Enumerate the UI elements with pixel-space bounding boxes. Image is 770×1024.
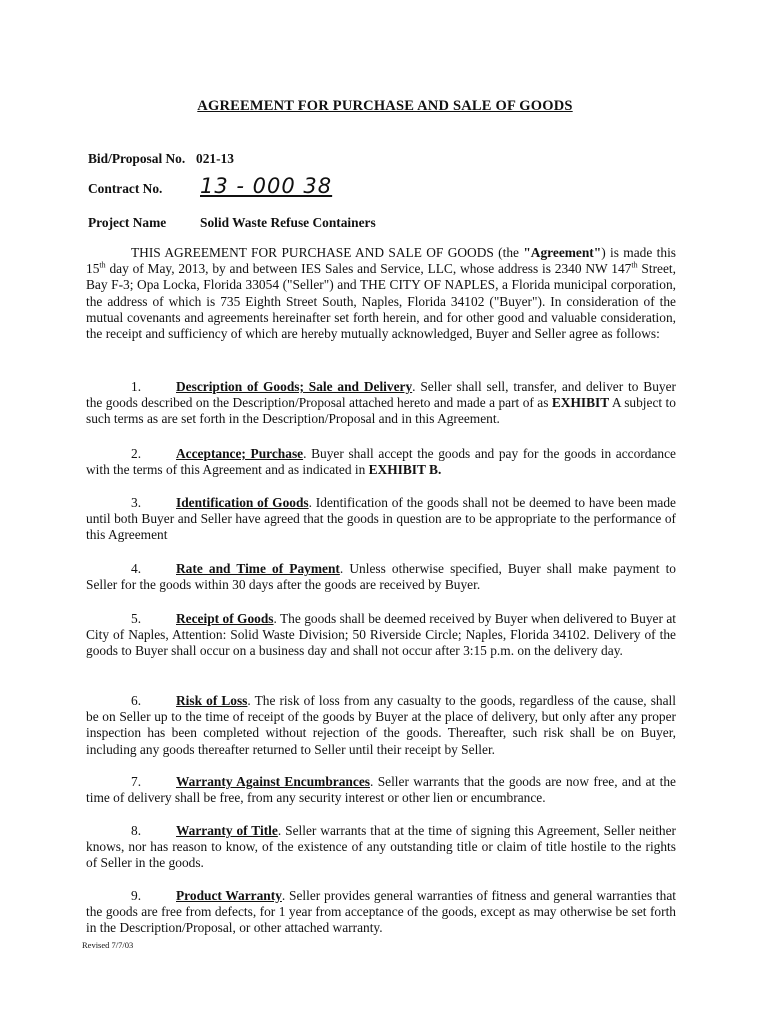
contract-number-label: Contract No.	[88, 181, 163, 196]
section-5: 5. Receipt of Goods. The goods shall be deemed received by Buyer when delivered to Buyer at City of Naples, Attention: Solid Waste Division; 50 Riverside Circle; Naples, Florida 34102. Delivery of the goods to Buyer shall occur on a business day and shall not occur after 3:15 p.m. on the delivery day.	[86, 611, 676, 659]
section-1: 1. Description of Goods; Sale and Delivery. Seller shall sell, transfer, and deliver to Buyer the goods described on the Description/Proposal attached hereto and made a part of as EXHIBIT A subject to such terms as are set forth in the Description/Proposal and in this Agreement.	[86, 379, 676, 427]
section-7: 7. Warranty Against Encumbrances. Seller warrants that the goods are now free, and at the time of delivery shall be free, from any security interest or other lien or encumbrance.	[86, 774, 676, 806]
contract-number-handwritten: 13 - 000 38	[200, 174, 333, 198]
revision-footer: Revised 7/7/03	[82, 940, 134, 950]
project-name-label: Project Name	[88, 215, 167, 230]
bid-proposal-row	[88, 151, 234, 167]
contract-number-row	[88, 174, 333, 198]
project-name-value: Solid Waste Refuse Containers	[200, 215, 376, 230]
bid-proposal-value: 021-13	[196, 151, 234, 166]
bid-proposal-label: Bid/Proposal No.	[88, 151, 186, 166]
section-2: 2. Acceptance; Purchase. Buyer shall accept the goods and pay for the goods in accordance with the terms of this Agreement and as indicated in EXHIBIT B.	[86, 446, 676, 478]
section-8: 8. Warranty of Title. Seller warrants that at the time of signing this Agreement, Seller neither knows, nor has reason to know, of the existence of any outstanding title or claim of title hostile to the rights of Seller in the goods.	[86, 823, 677, 871]
intro-paragraph: THIS AGREEMENT FOR PURCHASE AND SALE OF GOODS (the "Agreement") is made this 15th day of May, 2013, by and between IES Sales and Service, LLC, whose address is 2340 NW 147th Street, Bay F-3; Opa Locka, Florida 33054 ("Seller") and THE CITY OF NAPLES, a Florida municipal corporation, the address of which is 735 Eighth Street South, Naples, Florida 34102 ("Buyer"). In consideration of the mutual covenants and agreements hereinafter set forth herein, and for other good and valuable consideration, the receipt and sufficiency of which are hereby mutually acknowledged, Buyer and Seller agree as follows:	[86, 245, 677, 342]
document-title: AGREEMENT FOR PURCHASE AND SALE OF GOODS	[197, 98, 573, 114]
section-4: 4. Rate and Time of Payment. Unless otherwise specified, Buyer shall make payment to Seller for the goods within 30 days after the goods are received by Buyer.	[86, 561, 676, 593]
section-6: 6. Risk of Loss. The risk of loss from any casualty to the goods, regardless of the cause, shall be on Seller up to the time of receipt of the goods by Buyer at the place of delivery, but only after any proper inspection has been completed without rejection of the goods. Thereafter, such risk shall be on Buyer, including any goods thereafter returned to Seller until their receipt by Seller.	[86, 693, 676, 757]
project-name-row	[88, 215, 376, 231]
section-9: 9. Product Warranty. Seller provides general warranties of fitness and general warranties that the goods are free from defects, for 1 year from acceptance of the goods, except as may otherwise be set forth in the Description/Proposal, or other attached warranty.	[86, 888, 676, 936]
section-3: 3. Identification of Goods. Identification of the goods shall not be deemed to have been made until both Buyer and Seller have agreed that the goods in question are to be appropriate to the performance of this Agreement	[86, 495, 676, 543]
